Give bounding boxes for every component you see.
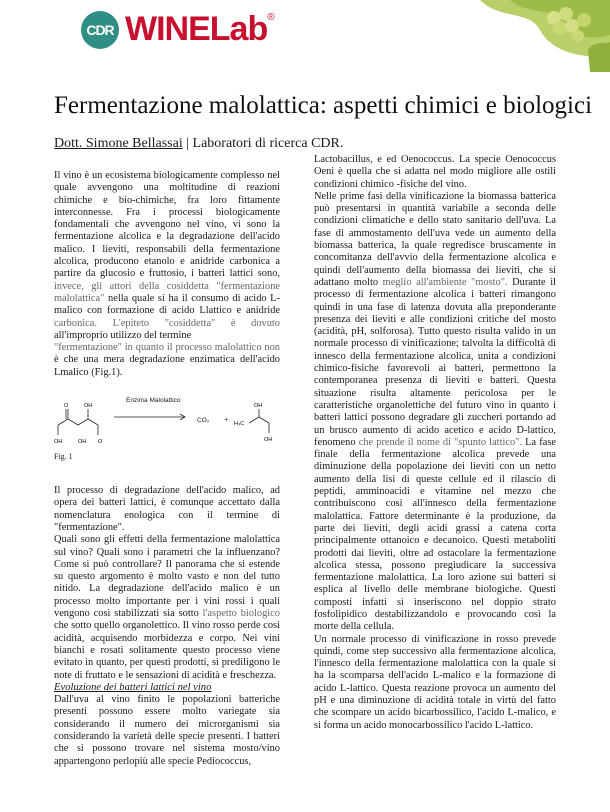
page-header: [0, 0, 610, 72]
svg-text:H₃C: H₃C: [234, 421, 245, 428]
text-span: invece, gli attori della cosiddetta "fermentazione malolattica": [54, 280, 280, 304]
svg-text:OH: OH: [264, 437, 273, 444]
paragraph-species: [314, 154, 556, 191]
author-name: Dott. Simone Bellassai: [54, 136, 183, 151]
text-span: carbonica. L'epiteto "cosiddetta" è dovuto: [54, 317, 280, 329]
grapes-leaves-icon: [470, 0, 610, 72]
author-affiliation: | Laboratori di ricerca CDR.: [182, 136, 344, 151]
text-span: che sotto quello organolettico. Il vino rosso perde così acidità, acquisendo morbidezza e corpo. Nei vini bianchi e rosati solitamente questo processo viene evitato in quanto, per questi prodotti, si prediligono le note di fruttato e le sensazioni di acidità e freschezza.: [54, 620, 280, 681]
text-span: è che una mera degradazione enzimatica dell'acido Lmalico (Fig.1).: [54, 354, 280, 378]
section-title: Evoluzione dei batteri lattici nel vino: [54, 681, 212, 693]
svg-text:OH: OH: [78, 439, 87, 446]
text-span: del vino.: [427, 178, 467, 190]
cdr-logo-mark: CDR: [81, 11, 119, 49]
text-span: all'improprio utilizzo del termine: [54, 329, 192, 341]
svg-text:O: O: [98, 439, 103, 446]
text-span: Quali sono gli effetti della fermentazione malolattica sul vino? Quali sono i parametri che la influenzano? Come si può controllare? Il panorama che si estende su questo argomento è molto vasto e non del tutto nitido. La degradazione dell'acido malico è un processo molto importante per i vini rossi i quali vengono così stabilizzati sia sotto: [54, 534, 280, 620]
text-span: Il vino è un ecosistema biologicamente complesso nel quale avvengono una moltitudine di reazioni chimiche e bio-chimiche, fra loro fittamente interconnesse. Fra i processi biologicamente fondamentali che avvengono nel vino, vi sono la fermentazione alcolica e la degradazione dell'acido malico. I lieviti, responsabili della fermentazione alcolica, producono etanolo e anidride carbonica a partire da glucosio e fruttosio, i batteri lattici sono,: [54, 170, 280, 280]
text-span: "fermentazione" in quanto il processo malolattico non: [54, 342, 280, 354]
svg-text:OH: OH: [84, 403, 93, 410]
svg-text:OH: OH: [254, 403, 263, 410]
left-column: [54, 170, 280, 768]
enzyme-label: Enzima Malolattico: [126, 397, 181, 405]
paragraph-4: Dall'uva al vino finito le popolazioni batteriche presenti possono essere molto variegate sia considerando il numero dei microrganismi sia considerando la varietà delle specie presenti. I batteri che si possono trovare nel sistema mosto/vino appartengono perlopiù alle specie Pediococcus,: [54, 694, 280, 767]
co2-label: CO₂: [197, 417, 210, 425]
figure-label: Fig. 1: [54, 452, 73, 462]
text-span: La fase finale della fermentazione alcolica prevede una diminuzione della popolazione dei lieviti con un netto aumento della lisi di queste cellule ed il rilascio di peptidi, amminoacidi e vitamine nel mezzo che contribuiscono così all'innesco della fermentazione malolattica. Fattore determinante è la produzione, da parte dei lieviti, degli acidi grassi a catena corta principalmente ottanoico e decanoico. Questi metaboliti prodotti dai lieviti, oltre ad ostacolare la fermentazione alcolica stessa, possono pregiudicare la successiva fermentazione malolattica. La loro azione sui batteri si esplica al livello delle membrane biologiche. Questi composti infatti si inseriscono nel doppio strato fosfolipidico destabilizzandolo e provocando così la morte della cellula.: [314, 436, 556, 633]
paragraph-intro: [54, 170, 280, 379]
text-span: che prende il nome di "spunto lattico".: [358, 436, 522, 448]
svg-text:O: O: [64, 403, 69, 410]
text-span: Lactobacillus, e ed Oenococcus. La specie Oenococcus Oeni è quella che si adatta nel modo migliore alle ostili condizioni chimico: [314, 154, 556, 190]
text-span: -fisiche: [396, 178, 428, 190]
paragraph-phases: [314, 191, 556, 634]
text-span: l'aspetto biologico: [202, 608, 280, 620]
paragraph-2: Il processo di degradazione dell'acido malico, ad opera dei batteri lattici, è comunque accettato dalla nomenclatura enologica con il termine di "fermentazione".: [54, 485, 280, 533]
winelab-logo: [81, 10, 275, 49]
registered-mark: ®: [267, 12, 275, 23]
svg-text:OH: OH: [54, 439, 63, 446]
author-line: [54, 136, 343, 152]
page-title: Fermentazione malolattica: aspetti chimici e biologici: [54, 92, 593, 119]
text-span: Durante il processo di fermentazione alcolica i batteri rimangono quindi in una fase di latenza dovuta alla preponderante presenza dei lieviti e alle condizioni critiche del mosto (acidità, pH, solforosa). Tutto questo risulta valido in un normale processo di vinificazione; talvolta la difficoltà di innesco della fermentazione alcolica, unita a condizioni chimico-fisiche favorevoli ai batteri, permettono la contemporanea presenza di lieviti e batteri. Questa situazione risulta altamente pericolosa per le caratteristiche organolettiche del futuro vino in quanto i batteri lattici possono degradare gli zuccheri portando ad un brusco aumento di acido acetico e acido D-lattico, fenomeno: [314, 276, 556, 448]
plus-sign: +: [224, 415, 229, 425]
text-span: meglio all'ambiente "mosto".: [382, 276, 508, 288]
paragraph-vinification: Un normale processo di vinificazione in rosso prevede quindi, come step successivo alla fermentazione alcolica, l'innesco della fermentazione malolattica con la quale si ha la scomparsa dell'acido L-malico e la formazione di acido L-lattico. Questa reazione provoca un aumento del pH e una diminuzione di acidità totale in virtù del fatto che scompare un acido bicarbossilico, l'acido L-malico, e si forma un acido monocarbossilico l'acido L-lattico.: [314, 633, 556, 731]
figure-reaction: [54, 395, 280, 462]
paragraph-3: [54, 534, 280, 682]
text-span: nella quale si ha il consumo di acido L-malico con formazione di acido Llattico e anidride: [54, 292, 280, 317]
logo-text: WINELab: [125, 10, 268, 48]
right-column: [314, 154, 556, 732]
text-span: Nelle prime fasi della vinificazione la biomassa batterica può presentarsi in quantità variabile a seconda delle condizioni climatiche e dello stato sanitario dell'uva. La fase di ammostamento dell'uva vede un aumento della biomassa batterica, la quale regredisce bruscamente in concomitanza dell'avvio della fermentazione alcolica e quindi dell'aumento della biomassa dei lieviti, che si adattano molto: [314, 190, 556, 288]
